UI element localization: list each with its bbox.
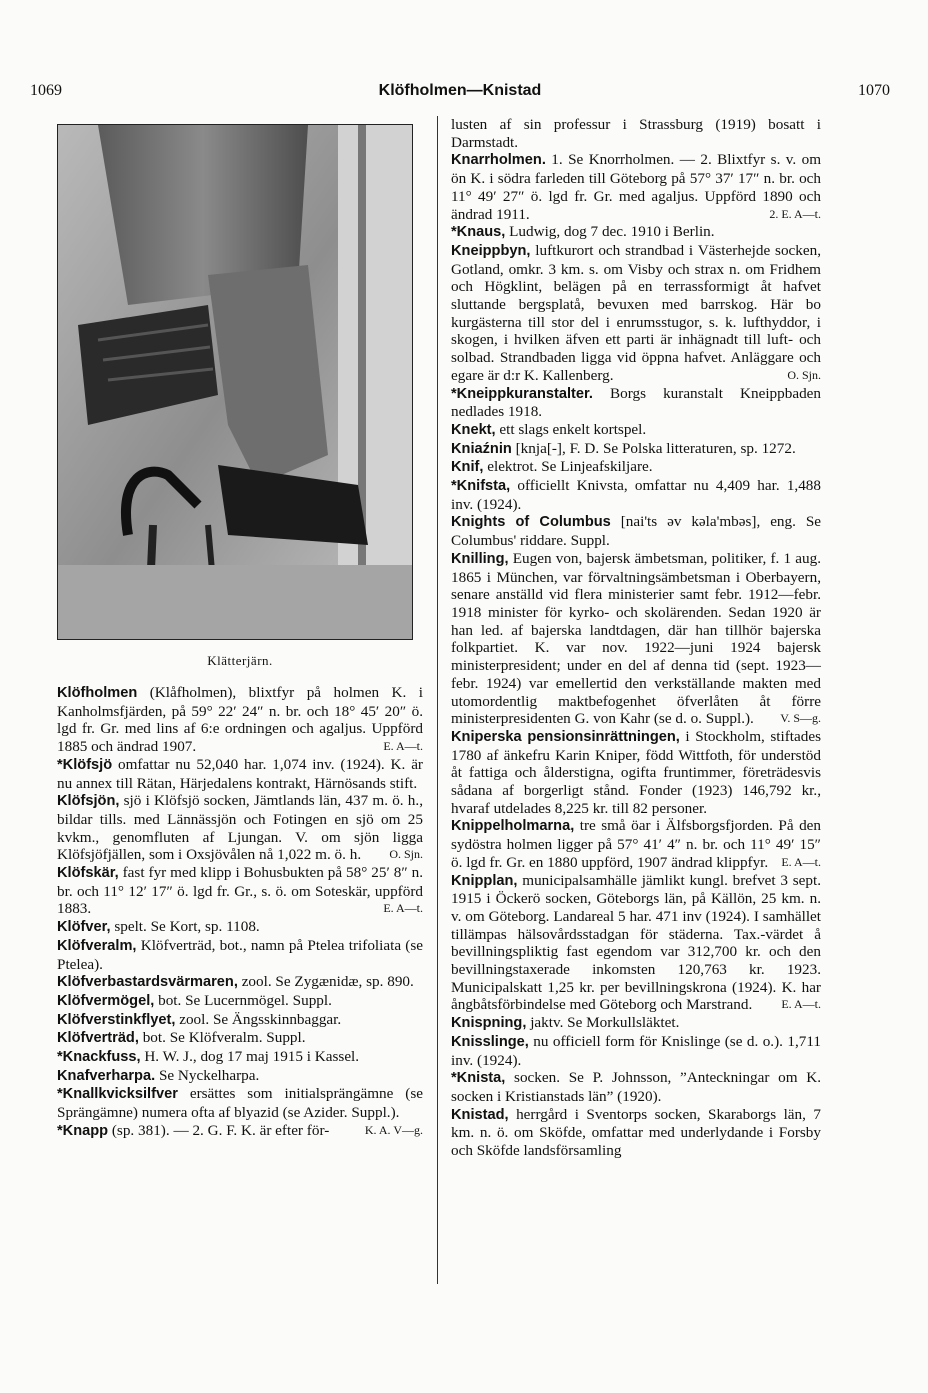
entry-text: fast fyr med klipp i Bohusbukten på 58° 25′ 8″ n. br. och 11° 12′ 17″ ö. lgd fr. Gr., s. ö. om Soteskär, uppförd 1883. bbox=[57, 864, 423, 918]
entry-text: elektrot. Se Linjeafskiljare. bbox=[487, 458, 653, 476]
entry-headword: Knispning, bbox=[451, 1015, 527, 1032]
climbing-iron-illustration bbox=[58, 125, 412, 639]
entry-text: [nai'ts əv kəla'mbəs], eng. Se Columbus' riddare. Suppl. bbox=[451, 513, 822, 550]
entry-headword: Klöfholmen bbox=[57, 685, 138, 701]
entry-text: (sp. 381). — 2. G. F. K. är efter för- bbox=[111, 1121, 330, 1139]
entry-headword: Kniaźnin bbox=[451, 440, 512, 457]
entry-headword: *Knaus, bbox=[451, 224, 506, 241]
entry-headword: Klöfverbastardsvärmaren, bbox=[57, 974, 238, 991]
entry-headword: Knilling, bbox=[451, 550, 509, 567]
dictionary-entry bbox=[451, 440, 821, 459]
dictionary-entry bbox=[57, 684, 423, 756]
entry-headword: Kniperska pensionsinrättningen, bbox=[451, 728, 680, 745]
dictionary-entry bbox=[57, 1067, 423, 1086]
author-signature: O. Sjn. bbox=[389, 847, 423, 862]
dictionary-entry bbox=[451, 1106, 821, 1160]
entry-headword: Knif, bbox=[451, 459, 484, 476]
entry-headword: *Knista, bbox=[451, 1070, 506, 1087]
dictionary-entry bbox=[57, 937, 423, 973]
dictionary-entry bbox=[57, 992, 423, 1011]
entry-text: Se Nyckelharpa. bbox=[158, 1066, 260, 1084]
dictionary-entry bbox=[451, 477, 821, 513]
entry-headword: Klöfveralm, bbox=[57, 937, 137, 954]
entry-text: municipalsamhälle jämlikt kungl. brefvet 3 sept. 1915 i Öckerö socken, Göteborgs län, på Källön, 25 km. n. v. om Göteborg. Landareal 5 har. 471 inv (1924). I samhället tillämpas hälsovårdsstadgan för städerna. Tax.-värdet å bevillningspliktig fast egendom var 312,700 kr. och den bevillningstaxerade inkomsten 120,763 kr. 1923. Municipalskatt 1,25 kr. per bevillningskrona (1924). K. har ångbåtsförbindelse med Göteborg och Marstrand. bbox=[451, 871, 822, 1014]
entry-headword: Klöfskär, bbox=[57, 865, 119, 882]
entry-headword: *Kneippkuranstalter. bbox=[451, 385, 593, 402]
dictionary-entry bbox=[57, 1011, 423, 1030]
author-signature: E. A—t. bbox=[781, 854, 821, 869]
entry-headword: Knistad, bbox=[451, 1106, 509, 1123]
dictionary-entry bbox=[451, 116, 821, 151]
entry-headword: Klöfsjön, bbox=[57, 793, 120, 810]
entry-headword: Klöfverträd, bbox=[57, 1030, 139, 1047]
entry-headword: Knipplan, bbox=[451, 872, 518, 889]
author-signature: E. A—t. bbox=[781, 997, 821, 1012]
dictionary-entry bbox=[451, 1014, 821, 1033]
entry-text: H. W. J., dog 17 maj 1915 i Kassel. bbox=[144, 1048, 360, 1066]
dictionary-entry bbox=[451, 242, 821, 385]
entry-text: zool. Se Zygænidæ, sp. 890. bbox=[241, 973, 414, 991]
entry-headword: Knisslinge, bbox=[451, 1033, 529, 1050]
dictionary-entry bbox=[57, 918, 423, 937]
entry-headword: *Klöfsjö bbox=[57, 756, 113, 773]
entry-headword: Knekt, bbox=[451, 421, 496, 438]
entry-text: sjö i Klöfsjö socken, Jämtlands län, 437 m. ö. h., bildar tills. med Lännässjön och Fotingen en sjö om 25 kvkm., genomfluten af Ljungan. V. om sjön ligga Klöfsjöfjällen, som i Oxsjövålen nå 1,022 m. ö. h. bbox=[57, 792, 423, 864]
column-divider bbox=[437, 116, 438, 1284]
dictionary-entry bbox=[451, 550, 821, 728]
entry-text: i Stockholm, stiftades 1780 af änkefru Karin Kniper, född Wittfoth, för understöd åt fattiga och ålderstigna, ogifta fruntimmer, företrädesvis sådana af borgerligt stånd. Fonder (1923) 146,792 kr., hvaraf utdelades 8,225 kr. till 82 personer. bbox=[451, 727, 821, 817]
entry-text: nu officiell form för Knislinge (se d. o.). 1,711 inv. (1924). bbox=[451, 1032, 821, 1069]
dictionary-entry bbox=[57, 973, 423, 992]
entry-text: spelt. Se Kort, sp. 1108. bbox=[114, 918, 260, 936]
author-signature: K. A. V—g. bbox=[364, 1122, 423, 1137]
entry-headword: Knights of Columbus bbox=[451, 514, 611, 531]
photo-climbing-iron bbox=[57, 124, 413, 640]
entry-headword: Klöfverstinkflyet, bbox=[57, 1011, 176, 1028]
page-header bbox=[30, 82, 890, 106]
entry-headword: *Knallkvicksilfver bbox=[57, 1086, 178, 1103]
entry-text: (Klåfholmen), blixtfyr på holmen K. i Kanholmsfjärden, på 59° 22′ 24″ n. br. och 18° 45′ 20″ ö. lgd fr. Gr. med lins af 6:e ordningen och agaljus. Uppförd 1885 och ändrad 1907. bbox=[57, 684, 424, 756]
entry-headword: Kneippbyn, bbox=[451, 242, 531, 259]
dictionary-entry bbox=[57, 1048, 423, 1067]
entry-text: ett slags enkelt kortspel. bbox=[499, 420, 647, 438]
dictionary-entry bbox=[451, 458, 821, 477]
entry-text: bot. Se Klöfveralm. Suppl. bbox=[142, 1029, 306, 1047]
entry-text: [knja[-], F. D. Se Polska litteraturen, sp. 1272. bbox=[515, 439, 796, 457]
entry-text: 1. Se Knorrholmen. — 2. Blixtfyr s. v. om ön K. i södra farleden till Göteborg på 57° 37′ 17″ n. br. och 11° 49′ 27″ ö. lgd fr. Gr. med agaljus. Uppförd 1890 och ändrad 1911. bbox=[451, 151, 822, 223]
entry-headword: Klöfvermögel, bbox=[57, 992, 155, 1009]
entry-headword: *Knackfuss, bbox=[57, 1049, 141, 1066]
entry-headword: Knippelholmarna, bbox=[451, 818, 575, 835]
dictionary-entry bbox=[451, 728, 821, 818]
entry-text: officiellt Knivsta, omfattar nu 4,409 har. 1,488 inv. (1924). bbox=[451, 477, 821, 513]
entry-headword: Knafverharpa. bbox=[57, 1067, 156, 1084]
entry-text: bot. Se Lucernmögel. Suppl. bbox=[158, 991, 332, 1009]
author-signature: V. S—g. bbox=[780, 711, 821, 726]
entry-headword: *Knifsta, bbox=[451, 478, 511, 495]
dictionary-entry bbox=[57, 792, 423, 864]
dictionary-entry bbox=[451, 385, 821, 421]
entry-text: Eugen von, bajersk ämbetsman, politiker, f. 1 aug. 1865 i München, var förvaltningsämbetsman i Oberbayern, senare anställd vid flera ministerier samt febr. 1912—febr. 1918 minister för kyrko- och skolärenden. Sedan 1920 är han led. af bajerska landtdagen, där han tillhör bajerska folkpartiet. K. var nov. 1922—juni 1924 bajersk ministerpresident; under en del af denna tid (sept. 1923—febr. 1924) var emellertid den verkställande makten med utomordentlig maktbefogenhet öfverlåten åt förre ministerpresidenten G. von Kahr (se d. o. Suppl.). bbox=[451, 549, 821, 728]
dictionary-entry bbox=[451, 421, 821, 440]
dictionary-entry bbox=[451, 817, 821, 871]
left-column bbox=[57, 684, 423, 1141]
dictionary-entry bbox=[451, 1069, 821, 1105]
entry-text: ersättes som initialsprängämne (se Sprängämne) numera ofta af blyazid (se Azider. Suppl.). bbox=[57, 1085, 423, 1122]
dictionary-entry bbox=[451, 223, 821, 242]
author-signature: O. Sjn. bbox=[787, 367, 821, 382]
dictionary-entry bbox=[57, 864, 423, 918]
page-title: Klöfholmen—Knistad bbox=[378, 82, 542, 99]
dictionary-entry bbox=[57, 756, 423, 792]
entry-text: luftkurort och strandbad i Västerhejde socken, Gotland, omkr. 3 km. s. om Visby och strax n. om Fridhem och Högklint, belägen på en terrassformigt åt hafvet sluttande bergsplatå, bevuxen med barrskog. Här bo kurgästerna till stor del i enrumsstugor, s. k. lufthyddor, i skogen, i hvilken äfven ett parti är inhägnadt till luft- och solbad. Strandbaden ligga vid öppna hafvet. Anläggare och egare är d:r K. Kallenberg. bbox=[451, 241, 822, 384]
entry-text: jaktv. Se Morkullsläktet. bbox=[530, 1014, 680, 1032]
right-column bbox=[451, 116, 821, 1160]
entry-text: herrgård i Sventorps socken, Skaraborgs län, 7 km. n. ö. om Sköfde, omfattar med underlydande i Forsby och Sköfde landsförsamling bbox=[451, 1105, 822, 1160]
entry-headword: Knarrholmen. bbox=[451, 152, 546, 169]
entry-text: zool. Se Ängsskinnbaggar. bbox=[179, 1010, 342, 1028]
entry-text: omfattar nu 52,040 har. 1,074 inv. (1924). K. är nu annex till Rätan, Härjedalens kontrakt, Härnösands stift. bbox=[57, 755, 423, 792]
author-signature: E. A—t. bbox=[383, 739, 423, 754]
dictionary-entry bbox=[451, 1033, 821, 1069]
dictionary-entry bbox=[451, 151, 821, 223]
dictionary-entry bbox=[57, 1029, 423, 1048]
entry-text: Ludwig, dog 7 dec. 1910 i Berlin. bbox=[509, 223, 715, 241]
dictionary-entry bbox=[451, 872, 821, 1015]
author-signature: 2. E. A—t. bbox=[769, 206, 821, 221]
entry-headword: *Knapp bbox=[57, 1122, 109, 1139]
entry-headword: Klöfver, bbox=[57, 919, 111, 936]
right-page-number: 1070 bbox=[858, 82, 890, 99]
author-signature: E. A—t. bbox=[383, 901, 423, 916]
entry-text: Borgs kuranstalt Kneippbaden nedlades 1918. bbox=[451, 384, 821, 421]
entry-text: socken. Se P. Johnsson, ”Anteckningar om K. socken i Kristianstads län” (1920). bbox=[451, 1069, 821, 1105]
photo-caption: Klätterjärn. bbox=[207, 653, 273, 668]
entry-text: lusten af sin professur i Strassburg (1919) bosatt i Darmstadt. bbox=[451, 116, 821, 151]
dictionary-entry bbox=[451, 513, 821, 549]
entry-text: Klöfverträd, bot., namn på Ptelea trifoliata (se Ptelea). bbox=[57, 936, 424, 973]
entry-text: tre små öar i Älfsborgsfjorden. På den sydöstra holmen ligger på 57° 41′ 4″ n. br. och 11° 49′ 15″ ö. lgd fr. Gr. en 1880 uppförd, 1907 ändrad klippfyr. bbox=[451, 817, 821, 871]
left-page-number: 1069 bbox=[30, 82, 62, 99]
